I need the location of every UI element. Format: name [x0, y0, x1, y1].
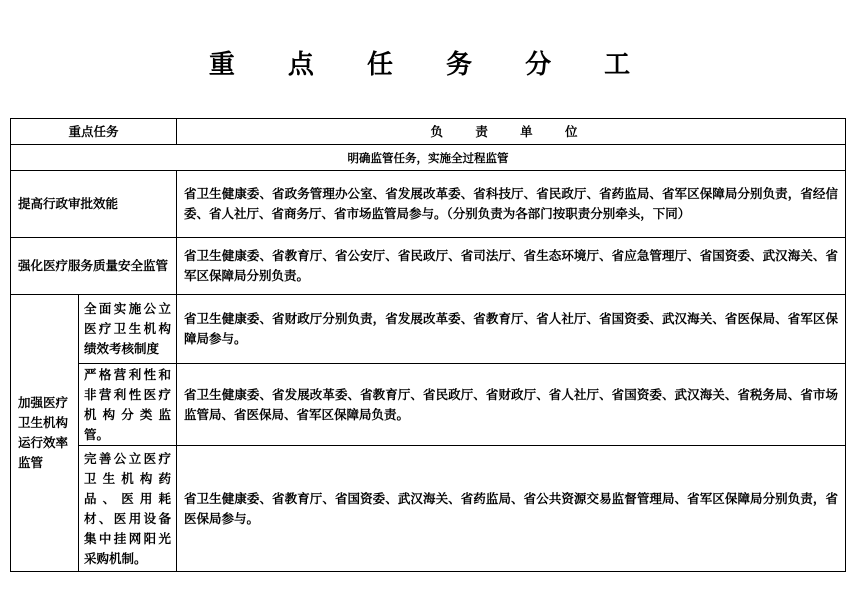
page-title: 重 点 任 务 分 工: [208, 50, 653, 80]
table-row: [11, 171, 846, 238]
responsible-cell: 省卫生健康委、省教育厅、省公安厅、省民政厅、省司法厅、省生态环境厅、省应急管理厅、省国资委、武汉海关、省军区保障局分别负责。: [177, 238, 846, 295]
subtask-cell: 全面实施公立医疗卫生机构绩效考核制度: [79, 295, 177, 364]
responsible-cell: 省卫生健康委、省财政厅分别负责，省发展改革委、省教育厅、省人社厅、省国资委、武汉海关、省医保局、省军区保障局参与。: [177, 295, 846, 364]
responsible-cell: 省卫生健康委、省教育厅、省国资委、武汉海关、省药监局、省公共资源交易监督管理局、省军区保障局分别负责，省医保局参与。: [177, 446, 846, 572]
section-title: 明确监管任务，实施全过程监管: [11, 145, 846, 171]
table-row: [11, 446, 846, 572]
subtask-cell: 完善公立医疗卫生机构药品、医用耗材、医用设备集中挂网阳光采购机制。: [79, 446, 177, 572]
task-cell: 强化医疗服务质量安全监管: [11, 238, 177, 295]
table-row: [11, 364, 846, 446]
group-task-cell: 加强医疗卫生机构运行效率监管: [11, 295, 79, 572]
responsible-cell: 省卫生健康委、省发展改革委、省教育厅、省民政厅、省财政厅、省人社厅、省国资委、武汉海关、省税务局、省市场监管局、省医保局、省军区保障局负责。: [177, 364, 846, 446]
column-header-responsible: 负 责 单 位: [177, 119, 846, 145]
table-header-row: [11, 119, 846, 145]
subtask-cell: 严格营利性和非营利性医疗机构分类监管。: [79, 364, 177, 446]
responsible-cell: 省卫生健康委、省政务管理办公室、省发展改革委、省科技厅、省民政厅、省药监局、省军区保障局分别负责，省经信委、省人社厅、省商务厅、省市场监管局参与。（分别负责为各部门按职责分别牵头，下同）: [177, 171, 846, 238]
task-cell: 提高行政审批效能: [11, 171, 177, 238]
section-row: [11, 145, 846, 171]
table-row: [11, 238, 846, 295]
column-header-task: 重点任务: [11, 119, 177, 145]
task-table: [10, 118, 846, 572]
table-row: [11, 295, 846, 364]
